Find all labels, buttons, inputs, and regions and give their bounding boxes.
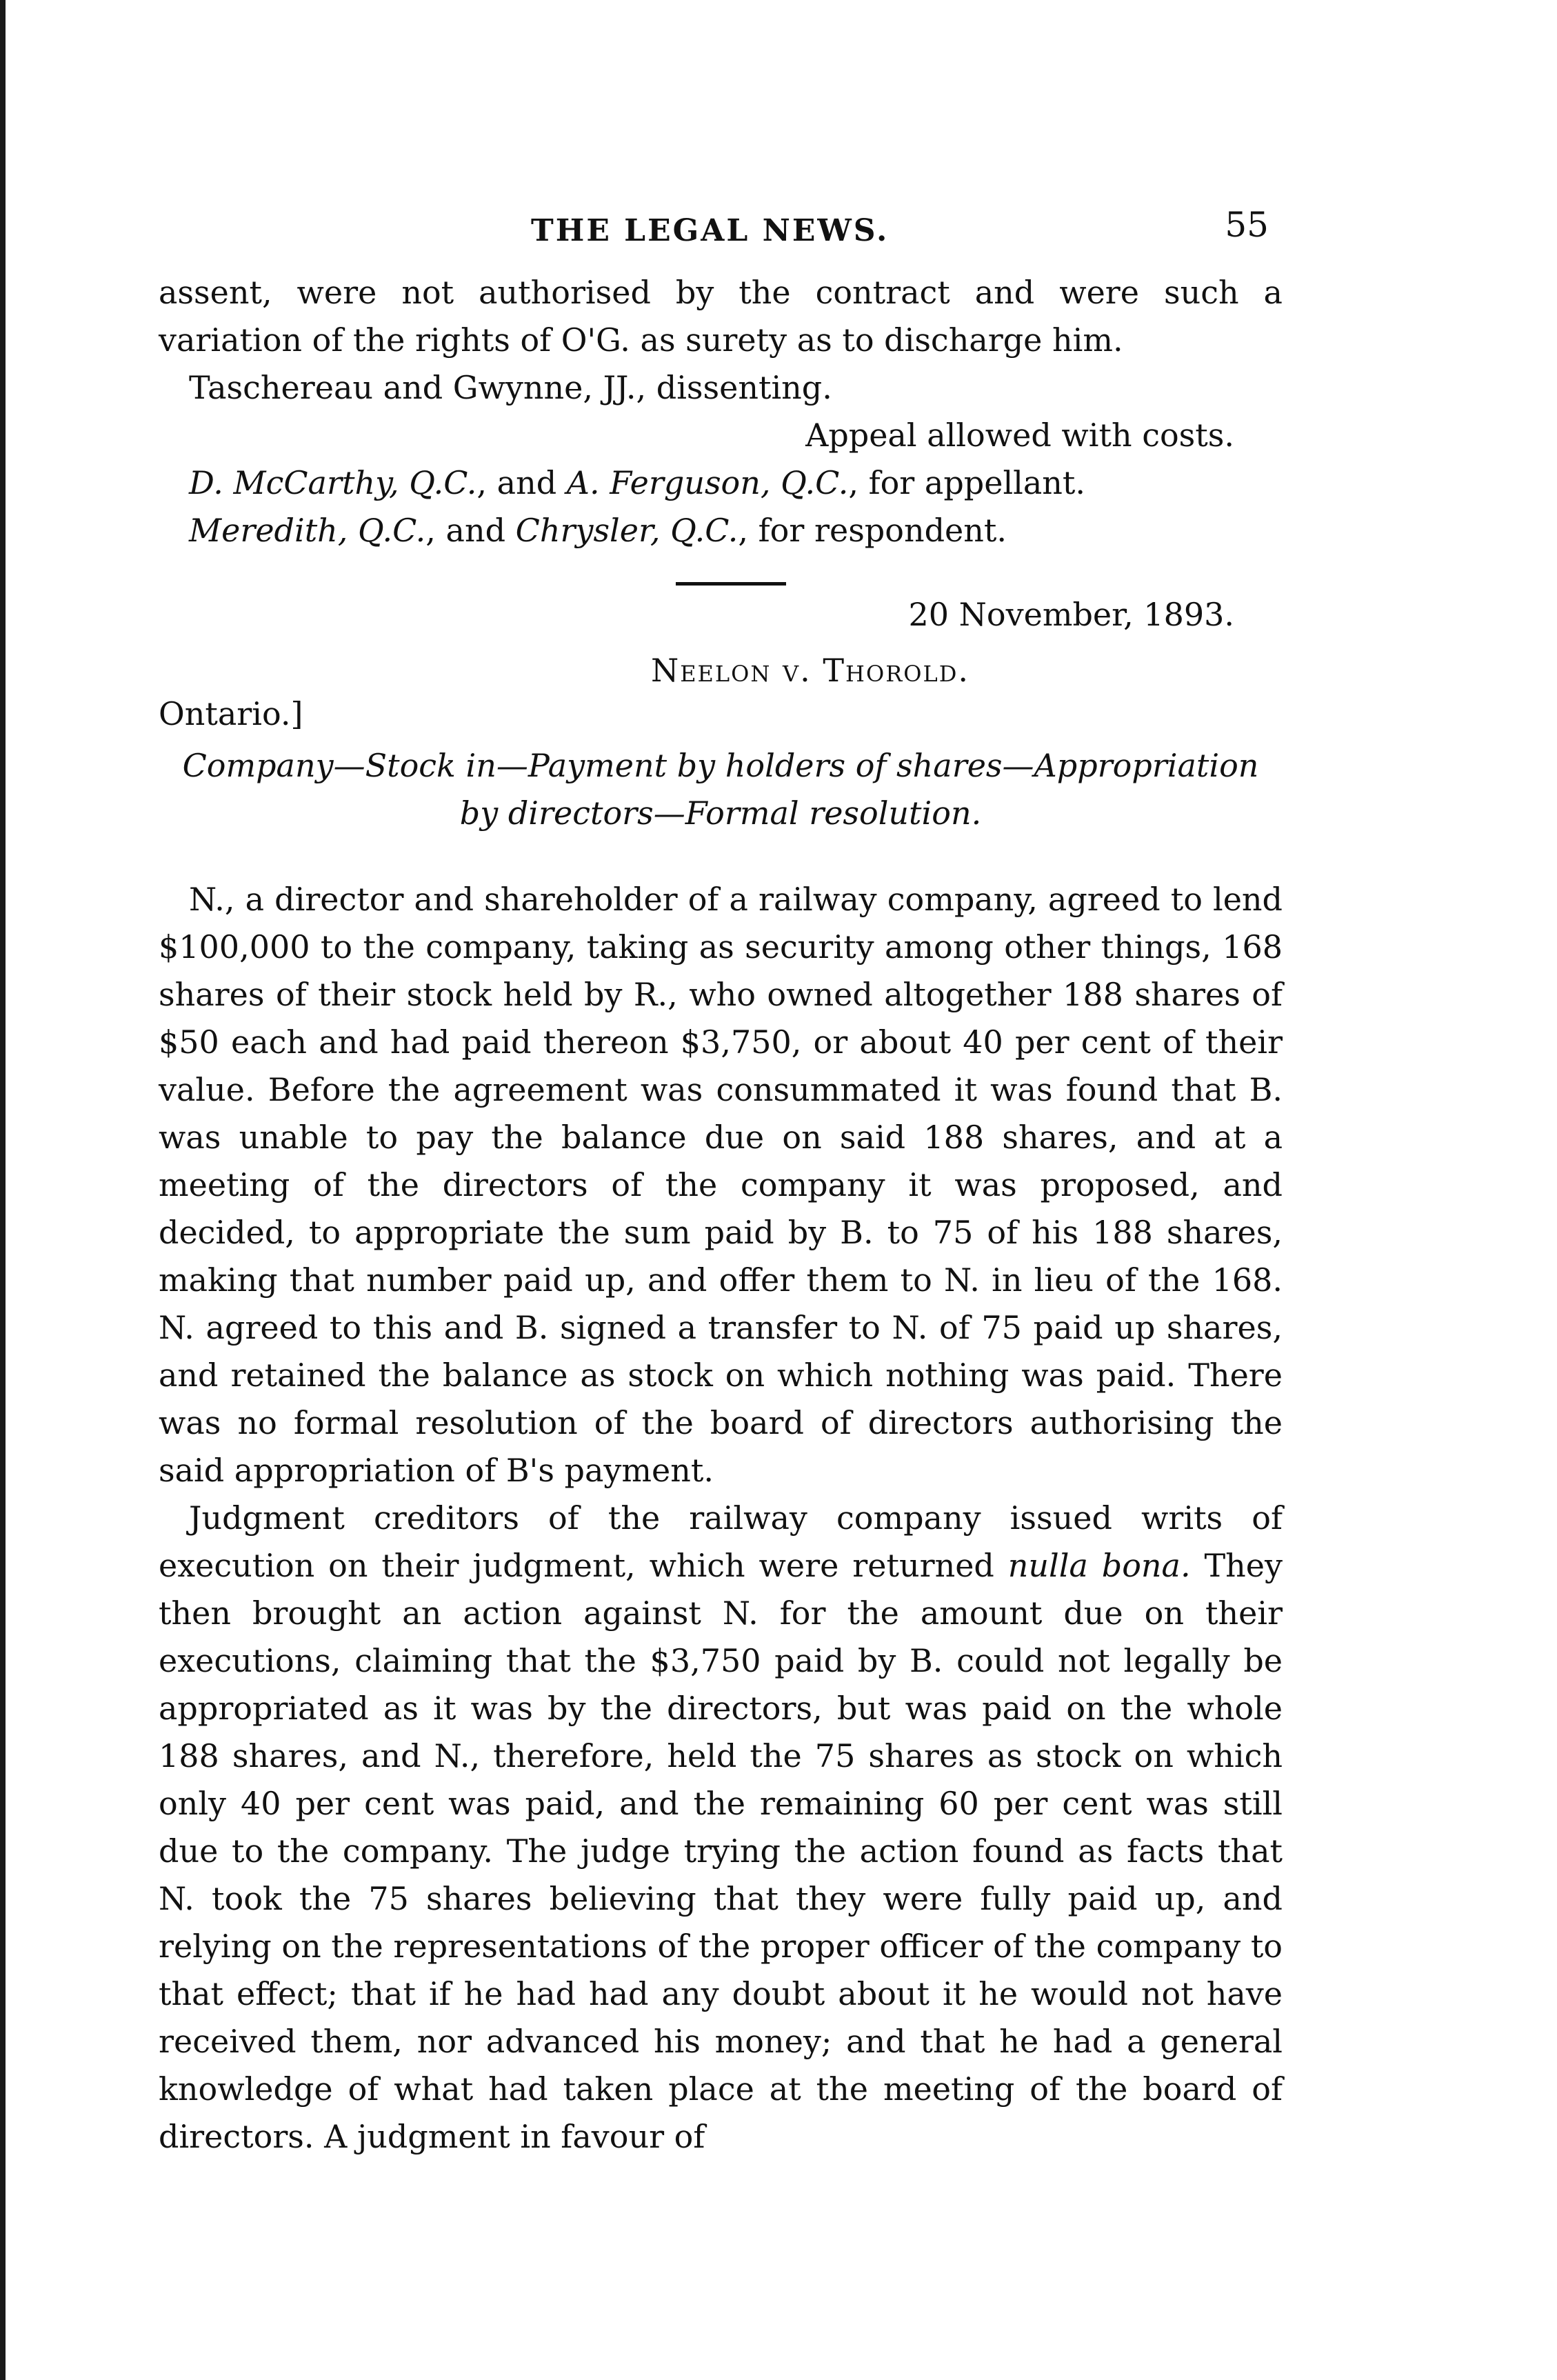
case-title: Neelon v. Thorold. bbox=[650, 652, 970, 689]
headnote bbox=[159, 742, 1283, 837]
respondent-counsel-name-1: Meredith, Q.C. bbox=[189, 512, 426, 549]
case-paragraph-2-latin: nulla bona. bbox=[1007, 1547, 1191, 1584]
page-content bbox=[159, 207, 1283, 2161]
page-edge bbox=[0, 0, 6, 2380]
appellant-counsel-join: , and bbox=[476, 464, 567, 501]
case-date: 20 November, 1893. bbox=[908, 596, 1234, 633]
appellant-counsel-name-1: D. McCarthy, Q.C. bbox=[189, 464, 477, 501]
previous-case-paragraph-end: assent, were not authorised by the contract and were such a variation of the rights of O'G. as surety as to discharge him. bbox=[159, 274, 1283, 359]
section-divider bbox=[676, 582, 786, 586]
appellant-counsel bbox=[159, 459, 1283, 507]
case-paragraph-1: N., a director and shareholder of a railway company, agreed to lend $100,000 to the company, taking as security among other things, 168 shares of their stock held by R., who owned altogether 188 shares of $50 each and had paid thereon $3,750, or about 40 per cent of their value. Before the agreement was consummated it was found that B. was unable to pay the balance due on said 188 shares, and at a meeting of the directors of the company it was proposed, and decided, to appropriate the sum paid by B. to 75 of his 188 shares, making that number paid up, and offer them to N. in lieu of the 168. N. agreed to this and B. signed a transfer to N. of 75 paid up shares, and retained the balance as stock on which nothing was paid. There was no formal resolution of the board of directors authorising the said appropriation of B's payment. bbox=[159, 881, 1283, 1489]
case-paragraph-2 bbox=[159, 1494, 1283, 2161]
court-label: Ontario.] bbox=[159, 695, 303, 732]
respondent-counsel-join: , and bbox=[425, 512, 516, 549]
page-number: 55 bbox=[1225, 205, 1269, 245]
respondent-counsel bbox=[159, 507, 1283, 554]
headnote-line-1: Company—Stock in—Payment by holders of shares—Appropriation bbox=[182, 747, 1259, 784]
running-title: THE LEGAL NEWS. bbox=[531, 213, 890, 248]
appellant-counsel-role: , for appellant. bbox=[848, 464, 1086, 501]
case-paragraph-2-end: They then brought an action against N. for the amount due on their executions, claiming that the $3,750 paid by B. could not legally be appropriated as it was by the directors, but was paid on the whole 188 shares, and N., therefore, held the 75 shares as stock on which only 40 per cent was paid, and the remaining 60 per cent was still due to the company. The judge trying the action found as facts that N. took the 75 shares believing that they were fully paid up, and relying on the representations of the proper officer of the company to that effect; that if he had had any doubt about it he would not have received them, nor advanced his money; and that he had a general knowledge of what had taken place at the meeting of the board of directors. A judgment in favour of bbox=[159, 1547, 1283, 2155]
appellant-counsel-name-2: A. Ferguson, Q.C. bbox=[566, 464, 849, 501]
running-head bbox=[159, 207, 1283, 269]
result-line: Appeal allowed with costs. bbox=[805, 417, 1234, 454]
respondent-counsel-name-2: Chrysler, Q.C. bbox=[515, 512, 739, 549]
headnote-line-2: by directors—Formal resolution. bbox=[459, 794, 982, 832]
respondent-counsel-role: , for respondent. bbox=[738, 512, 1007, 549]
dissent-line: Taschereau and Gwynne, JJ., dissenting. bbox=[189, 369, 832, 406]
case-paragraph-2-start: Judgment creditors of the railway company issued writs of execution on their judgment, which were returned bbox=[159, 1499, 1283, 1584]
